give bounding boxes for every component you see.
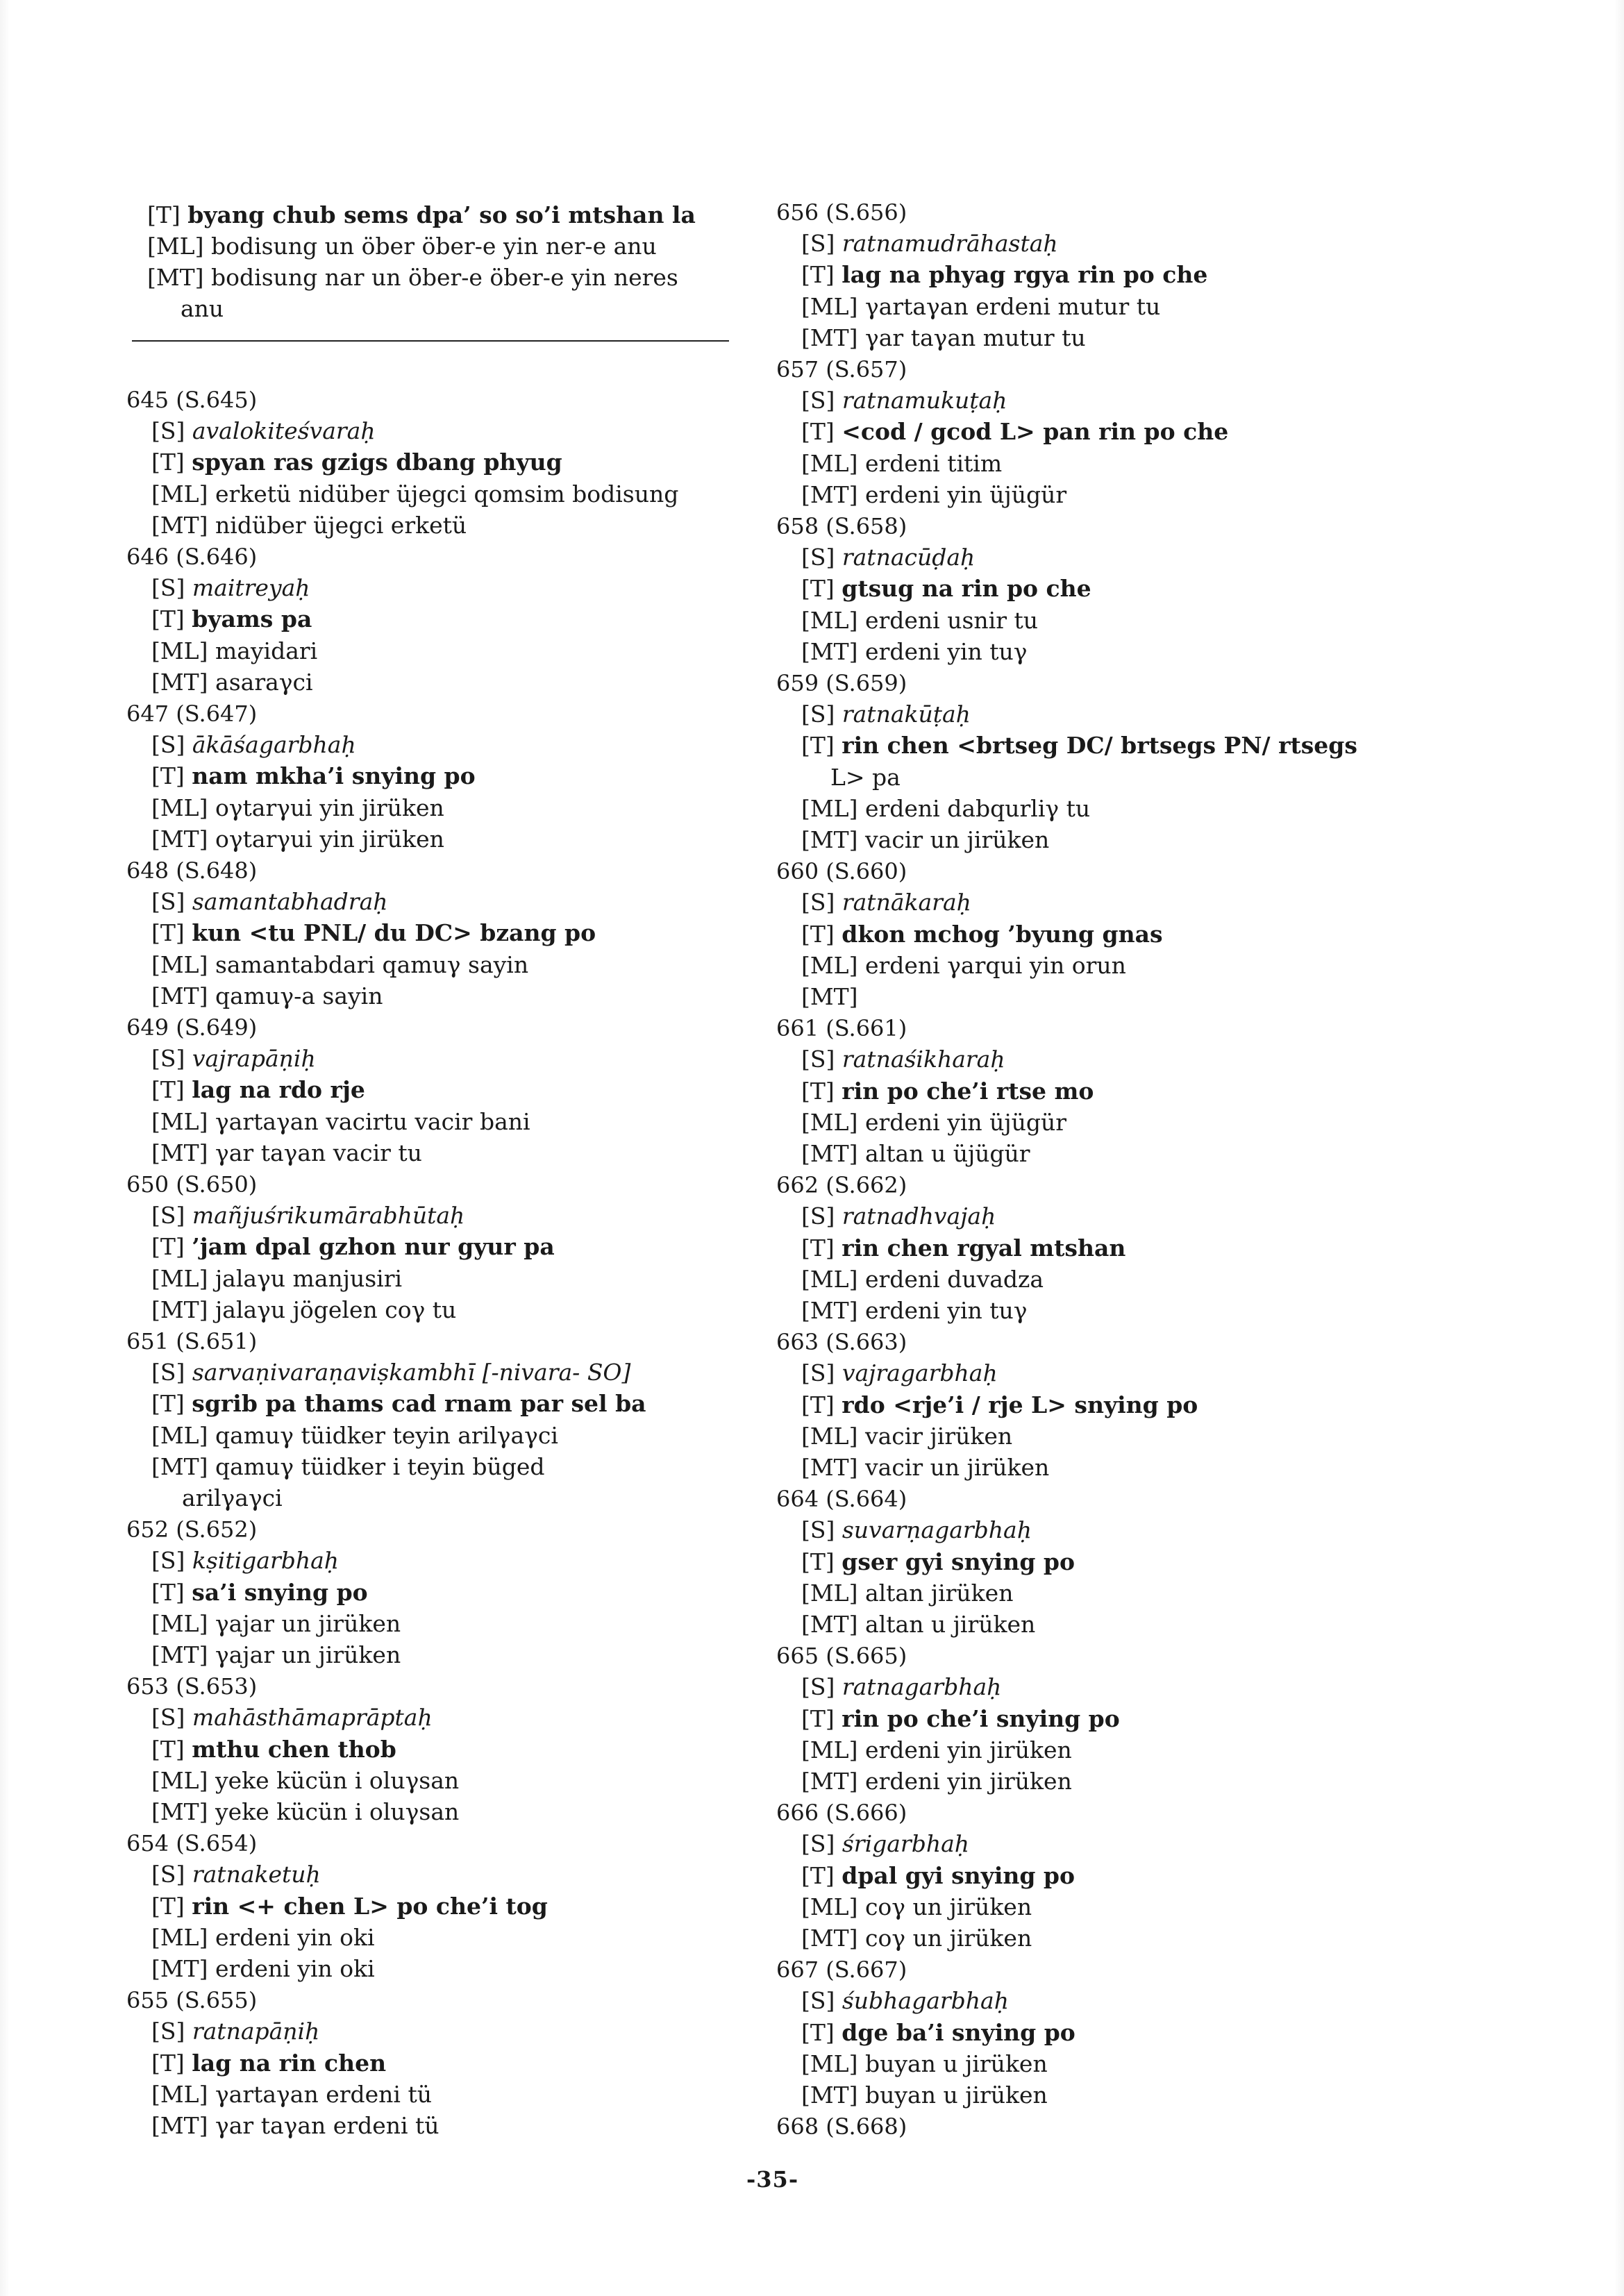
sanskrit-line: [S] mahāsthāmaprāptaḥ bbox=[151, 1704, 433, 1732]
entry-number: 649 (S.649) bbox=[126, 1014, 258, 1041]
entry-line: [MT] vacir un jirüken bbox=[801, 826, 1050, 853]
sanskrit-line: [S] ratnacūḍaḥ bbox=[801, 544, 976, 571]
sanskrit-line: [S] suvarṇagarbhaḥ bbox=[801, 1516, 1032, 1544]
tibetan-line: [T] gtsug na rin po che bbox=[801, 575, 1091, 603]
scan-edge-left bbox=[0, 0, 10, 2296]
entry-number: 666 (S.666) bbox=[776, 1800, 907, 1827]
entry-line: [ML] γartaγan erdeni mutur tu bbox=[801, 292, 1161, 320]
tibetan-line: [T] sgrib pa thams cad rnam par sel ba bbox=[151, 1390, 646, 1418]
entry-line: [MT] jalaγu jögelen coγ tu bbox=[151, 1296, 457, 1323]
tibetan-line: [T] rin chen <brtseg DC/ brtsegs PN/ rtsegs bbox=[801, 732, 1357, 760]
entry-line: [ML] erdeni yin üjügür bbox=[801, 1108, 1067, 1136]
header-line: anu bbox=[181, 295, 224, 322]
entry-line: [ML] γajar un jirüken bbox=[151, 1609, 401, 1637]
entry-line: [ML] erdeni duvadza bbox=[801, 1265, 1044, 1293]
sanskrit-line: [S] vajrapāṇiḥ bbox=[151, 1045, 316, 1073]
tibetan-line: [T] lag na rdo rje bbox=[151, 1076, 365, 1104]
entry-line: [ML] buyan u jirüken bbox=[801, 2050, 1048, 2077]
entry-line: [MT] γajar un jirüken bbox=[151, 1641, 401, 1668]
entry-line: L> pa bbox=[830, 763, 901, 791]
entry-number: 651 (S.651) bbox=[126, 1328, 258, 1355]
tibetan-line: [T] <cod / gcod L> pan rin po che bbox=[801, 418, 1229, 446]
entry-number: 660 (S.660) bbox=[776, 858, 907, 885]
entry-number: 663 (S.663) bbox=[776, 1329, 907, 1356]
tibetan-line: [T] rin po che’i rtse mo bbox=[801, 1077, 1094, 1105]
entry-line: arilγaγci bbox=[182, 1484, 283, 1511]
entry-line: [ML] erdeni yin oki bbox=[151, 1923, 375, 1951]
entry-line: [MT] oγtarγui yin jirüken bbox=[151, 825, 444, 853]
entry-line: [MT] vacir un jirüken bbox=[801, 1454, 1050, 1481]
entry-number: 648 (S.648) bbox=[126, 857, 258, 884]
entry-line: [ML] erdeni yin jirüken bbox=[801, 1736, 1072, 1763]
entry-line: [MT] erdeni yin tuγ bbox=[801, 637, 1028, 665]
sanskrit-line: [S] mañjuśrikumārabhūtaḥ bbox=[151, 1202, 465, 1230]
entry-line: [ML] erketü nidüber üjegci qomsim bodisung bbox=[151, 480, 679, 508]
sanskrit-line: [S] śubhagarbhaḥ bbox=[801, 1987, 1009, 2015]
section-divider bbox=[132, 340, 729, 342]
sanskrit-line: [S] ratnagarbhaḥ bbox=[801, 1673, 1002, 1701]
entry-line: [MT] altan u jirüken bbox=[801, 1611, 1036, 1638]
entry-number: 668 (S.668) bbox=[776, 2113, 907, 2140]
entry-number: 647 (S.647) bbox=[126, 701, 258, 727]
tibetan-line: [T] lag na rin chen bbox=[151, 2049, 387, 2077]
entry-line: [MT] γar taγan erdeni tü bbox=[151, 2112, 440, 2139]
entry-number: 665 (S.665) bbox=[776, 1643, 907, 1670]
header-line: [T] byang chub sems dpa’ so so’i mtshan la bbox=[147, 201, 696, 228]
tibetan-line: [T] byams pa bbox=[151, 605, 312, 633]
entry-line: [ML] erdeni γarqui yin orun bbox=[801, 951, 1126, 979]
entry-line: [MT] altan u üjügür bbox=[801, 1140, 1030, 1167]
tibetan-line: [T] sa’i snying po bbox=[151, 1578, 368, 1606]
tibetan-line: [T] rin po che’i snying po bbox=[801, 1704, 1120, 1732]
entry-line: [MT] bbox=[801, 983, 858, 1010]
sanskrit-line: [S] śrigarbhaḥ bbox=[801, 1830, 970, 1858]
entry-number: 650 (S.650) bbox=[126, 1171, 258, 1198]
entry-line: [ML] γartaγan vacirtu vacir bani bbox=[151, 1107, 530, 1135]
tibetan-line: [T] spyan ras gzigs dbang phyug bbox=[151, 449, 562, 476]
tibetan-line: [T] ’jam dpal gzhon nur gyur pa bbox=[151, 1233, 555, 1261]
page-number: -35- bbox=[746, 2166, 799, 2193]
entry-line: [MT] γar taγan mutur tu bbox=[801, 324, 1086, 351]
entry-number: 667 (S.667) bbox=[776, 1956, 907, 1984]
entry-number: 646 (S.646) bbox=[126, 544, 258, 570]
tibetan-line: [T] rin <+ chen L> po che’i tog bbox=[151, 1892, 548, 1920]
sanskrit-line: [S] maitreyaḥ bbox=[151, 574, 310, 602]
tibetan-line: [T] rin chen rgyal mtshan bbox=[801, 1234, 1126, 1262]
sanskrit-line: [S] ratnadhvajaḥ bbox=[801, 1203, 996, 1230]
entry-line: [ML] yeke kücün i oluγsan bbox=[151, 1766, 460, 1794]
sanskrit-line: [S] ratnākaraḥ bbox=[801, 889, 971, 916]
entry-line: [ML] qamuγ tüidker teyin arilγaγci bbox=[151, 1421, 558, 1449]
entry-number: 645 (S.645) bbox=[126, 387, 258, 413]
sanskrit-line: [S] ratnaśikharaḥ bbox=[801, 1046, 1005, 1073]
entry-number: 652 (S.652) bbox=[126, 1516, 258, 1543]
tibetan-line: [T] kun <tu PNL/ du DC> bzang po bbox=[151, 919, 596, 947]
sanskrit-line: [S] ratnamudrāhastaḥ bbox=[801, 230, 1058, 258]
entry-line: [MT] erdeni yin oki bbox=[151, 1955, 375, 1982]
entry-number: 664 (S.664) bbox=[776, 1486, 907, 1513]
sanskrit-line: [S] kṣitigarbhaḥ bbox=[151, 1547, 340, 1575]
header-line: [MT] bodisung nar un öber-e öber-e yin neres bbox=[147, 264, 678, 291]
entry-number: 656 (S.656) bbox=[776, 199, 907, 226]
sanskrit-line: [S] ratnapāṇiḥ bbox=[151, 2018, 320, 2045]
entry-line: [ML] samantabdari qamuγ sayin bbox=[151, 950, 529, 978]
entry-line: [ML] γartaγan erdeni tü bbox=[151, 2080, 432, 2108]
tibetan-line: [T] lag na phyag rgya rin po che bbox=[801, 261, 1208, 289]
entry-line: [ML] altan jirüken bbox=[801, 1579, 1014, 1607]
entry-number: 657 (S.657) bbox=[776, 356, 907, 383]
entry-line: [MT] qamuγ-a sayin bbox=[151, 982, 383, 1009]
entry-line: [MT] γar taγan vacir tu bbox=[151, 1139, 422, 1166]
sanskrit-line: [S] ratnaketuḥ bbox=[151, 1861, 321, 1888]
entry-number: 661 (S.661) bbox=[776, 1015, 907, 1042]
entry-line: [MT] asaraγci bbox=[151, 668, 313, 696]
entry-number: 653 (S.653) bbox=[126, 1673, 258, 1700]
entry-line: [ML] erdeni usnir tu bbox=[801, 606, 1038, 634]
entry-number: 659 (S.659) bbox=[776, 670, 907, 696]
header-line: [ML] bodisung un öber öber-e yin ner-e anu bbox=[147, 233, 657, 260]
entry-line: [MT] qamuγ tüidker i teyin büged bbox=[151, 1452, 545, 1480]
tibetan-line: [T] rdo <rje’i / rje L> snying po bbox=[801, 1391, 1198, 1418]
entry-line: [ML] jalaγu manjusiri bbox=[151, 1264, 403, 1292]
tibetan-line: [T] dge ba’i snying po bbox=[801, 2018, 1075, 2046]
entry-line: [ML] oγtarγui yin jirüken bbox=[151, 794, 444, 821]
entry-number: 658 (S.658) bbox=[776, 513, 907, 539]
entry-line: [MT] nidüber üjegci erketü bbox=[151, 511, 467, 539]
entry-line: [MT] yeke kücün i oluγsan bbox=[151, 1798, 460, 1825]
scan-edge-right bbox=[1614, 0, 1624, 2296]
entry-number: 662 (S.662) bbox=[776, 1172, 907, 1199]
sanskrit-line: [S] ratnakūṭaḥ bbox=[801, 701, 971, 728]
sanskrit-line: [S] avalokiteśvaraḥ bbox=[151, 417, 376, 445]
tibetan-line: [T] nam mkha’i snying po bbox=[151, 762, 476, 790]
entry-line: [ML] coγ un jirüken bbox=[801, 1893, 1032, 1920]
entry-line: [ML] vacir jirüken bbox=[801, 1422, 1013, 1450]
sanskrit-line: [S] vajragarbhaḥ bbox=[801, 1359, 998, 1387]
sanskrit-line: [S] sarvaṇivaraṇaviṣkambhī [-nivara- SO] bbox=[151, 1359, 631, 1386]
tibetan-line: [T] mthu chen thob bbox=[151, 1735, 396, 1763]
entry-line: [MT] erdeni yin üjügür bbox=[801, 480, 1067, 508]
entry-line: [ML] mayidari bbox=[151, 637, 318, 664]
sanskrit-line: [S] samantabhadraḥ bbox=[151, 888, 388, 916]
entry-line: [MT] buyan u jirüken bbox=[801, 2081, 1048, 2109]
sanskrit-line: [S] ākāśagarbhaḥ bbox=[151, 731, 356, 759]
tibetan-line: [T] gser gyi snying po bbox=[801, 1548, 1075, 1575]
entry-line: [MT] erdeni yin tuγ bbox=[801, 1297, 1028, 1324]
sanskrit-line: [S] ratnamukuṭaḥ bbox=[801, 387, 1007, 414]
entry-line: [ML] erdeni titim bbox=[801, 449, 1003, 477]
entry-number: 654 (S.654) bbox=[126, 1830, 258, 1857]
entry-number: 655 (S.655) bbox=[126, 1987, 258, 2014]
tibetan-line: [T] dkon mchog ’byung gnas bbox=[801, 920, 1163, 948]
entry-line: [MT] coγ un jirüken bbox=[801, 1925, 1032, 1952]
tibetan-line: [T] dpal gyi snying po bbox=[801, 1861, 1075, 1889]
entry-line: [MT] erdeni yin jirüken bbox=[801, 1768, 1072, 1795]
entry-line: [ML] erdeni dabqurliγ tu bbox=[801, 794, 1091, 822]
